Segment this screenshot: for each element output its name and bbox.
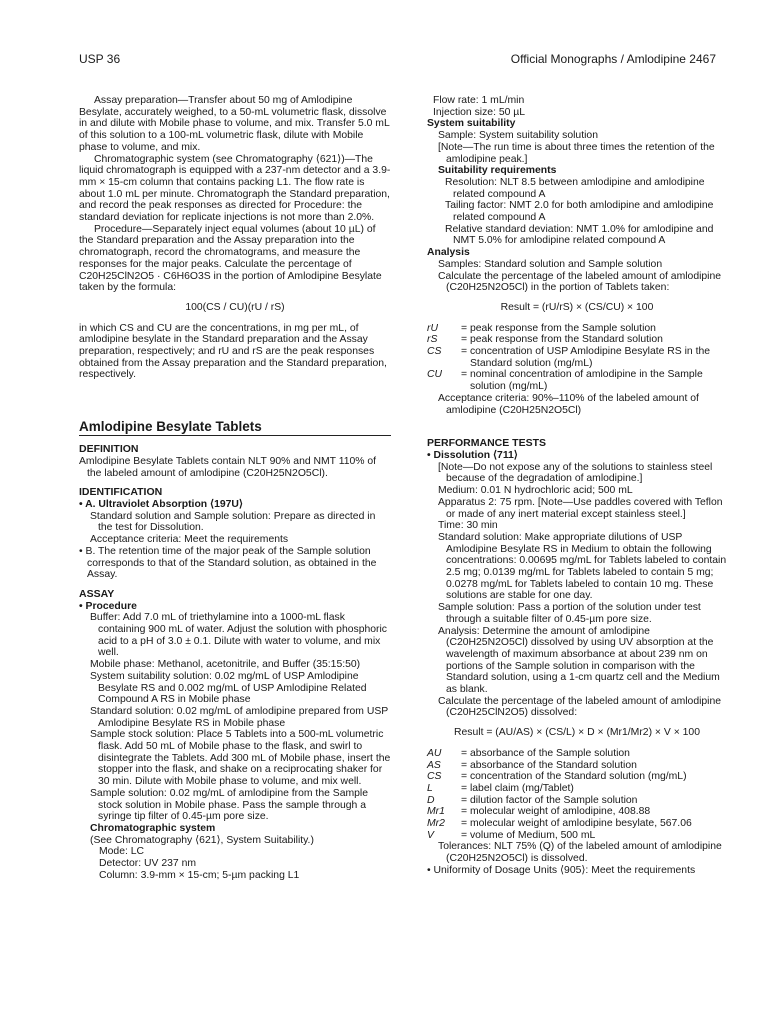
- definition-row: Mr1 = molecular weight of amlodipine, 408.88: [427, 806, 651, 818]
- column-text: Column: 3.9-mm × 15-cm; 5-µm packing L1: [99, 869, 300, 881]
- chromatographic-system: Chromatographic system (see Chromatography ⟨621⟩)—The liquid chromatograph is equipped with a 237-nm detector and a 3.9-mm × 15-cm column that contains packing L1. The flow rate is about 1.0 mL per minute. Chromatograph the Standard preparation, and record the peak responses as directed for Procedure: the standard deviation for replicate injections is not more than 2.0%.: [79, 153, 391, 224]
- buffer-text: Buffer: Add 7.0 mL of triethylamine into a 1000-mL flask containing 900 mL of water. Adjust the solution with phosphoric acid to a pH of 3.0 ± 0.1. Dilute with water to volume, and mix well.: [90, 612, 387, 659]
- system-suitability-solution: System suitability solution: 0.02 mg/mL of USP Amlodipine Besylate RS and 0.002 mg/mL of USP Amlodipine Related Compound A RS in Mobile phase: [90, 670, 367, 706]
- sample-solution: Sample solution: 0.02 mg/mL of amlodipine from the Sample stock solution in Mobile phase. Pass the sample through a syringe tip filter of 0.45-µm pore size.: [90, 787, 368, 823]
- standard-solution: Standard solution: 0.02 mg/mL of amlodipine prepared from USP Amlodipine Besylate RS in Mobile phase: [90, 705, 389, 729]
- definition-row: rU = peak response from the Sample solution: [427, 322, 656, 334]
- id-b-text: • B. The retention time of the major peak of the Sample solution corresponds to that of the Standard solution, as obtained in the Assay.: [79, 545, 377, 581]
- see-chromatography: (See Chromatography ⟨621⟩, System Suitability.): [90, 834, 314, 846]
- definition-heading: DEFINITION: [79, 443, 139, 456]
- identification-heading: IDENTIFICATION: [79, 486, 163, 499]
- in-which-text: in which CS and CU are the concentrations, in mg per mL, of amlodipine besylate in the Standard preparation and the Assay preparation, respectively; and rU and rS are the peak responses obtained from the Assay preparation and the Standard preparation, respectively.: [79, 322, 387, 381]
- mobile-phase-text: Mobile phase: Methanol, acetonitrile, and Buffer (35:15:50): [90, 659, 361, 671]
- running-header-right: Official Monographs / Amlodipine 2467: [510, 52, 716, 66]
- injection-size: Injection size: 50 µL: [433, 106, 526, 118]
- tailing-factor-text: Tailing factor: NMT 2.0 for both amlodipine and amlodipine related compound A: [445, 200, 714, 224]
- tolerances-text: Tolerances: NLT 75% (Q) of the labeled amount of amlodipine (C20H25N2O5Cl) is dissolved.: [438, 841, 722, 865]
- definition-row: AU = absorbance of the Sample solution: [427, 747, 630, 759]
- definition-row: CS = concentration of USP Amlodipine Besylate RS in the Standard solution (mg/mL): [427, 346, 711, 369]
- definition-row: CS = concentration of the Standard solution (mg/mL): [427, 771, 687, 783]
- resolution-text: Resolution: NLT 8.5 between amlodipine and amlodipine related compound A: [445, 176, 705, 200]
- performance-tests-heading: PERFORMANCE TESTS: [427, 437, 547, 450]
- definition-row: L = label claim (mg/Tablet): [427, 782, 574, 794]
- dissolution-sample-solution: Sample solution: Pass a portion of the solution under test through a suitable filter of 0.45-µm pore size.: [438, 602, 701, 625]
- samples-text: Samples: Standard solution and Sample solution: [438, 258, 663, 270]
- uniformity-text: • Uniformity of Dosage Units ⟨905⟩: Meet the requirements: [427, 864, 696, 876]
- dissolution-note: [Note—Do not expose any of the solutions to stainless steel because of the degradation of amlodipine.]: [438, 461, 713, 485]
- run-time-note: [Note—The run time is about three times the retention of the amlodipine peak.]: [438, 141, 715, 165]
- definitions-list-2: [427, 748, 727, 842]
- detector-text: Detector: UV 237 nm: [99, 858, 197, 870]
- rsd-text: Relative standard deviation: NMT 1.0% for amlodipine and NMT 5.0% for amlodipine related compound A: [445, 223, 714, 247]
- definition-row: Mr2 = molecular weight of amlodipine besylate, 567.06: [427, 818, 692, 830]
- result-formula-1: Result = (rU/rS) × (CS/CU) × 100: [500, 301, 654, 313]
- assay-heading: ASSAY: [79, 587, 115, 600]
- definition-text: Amlodipine Besylate Tablets contain NLT 90% and NMT 110% of the labeled amount of amlodipine (C20H25N2O5Cl).: [79, 455, 377, 479]
- id-a-label: • A. Ultraviolet Absorption ⟨197U⟩: [79, 498, 243, 510]
- left-column: [79, 95, 391, 881]
- medium-text: Medium: 0.01 N hydrochloric acid; 500 mL: [438, 485, 633, 497]
- analysis-label: Analysis: [427, 247, 470, 259]
- dissolution-analysis: Analysis: Determine the amount of amlodipine (C20H25N2O5Cl) dissolved by using UV absorption at the wavelength of maximum absorbance at about 239 nm on portions of the Sample solution in comparison with the Standard solution, using a 1-cm quartz cell and the Medium as blank.: [438, 625, 720, 696]
- definition-row: rS = peak response from the Standard solution: [427, 334, 663, 346]
- running-header-left: USP 36: [79, 52, 121, 66]
- formula: 100(CS / CU)(rU / rS): [185, 301, 285, 313]
- dissolution-standard-solution: Standard solution: Make appropriate dilutions of USP Amlodipine Besylate RS in Medium to obtain the following concentrations: 0.00695 mg/mL for Tablets labeled to contain 2.5 mg; 0.0139 mg/mL for Tablets labeled to contain 5 mg; 0.0278 mg/mL for Tablets labeled to contain 10 mg. These solutions are stable for one day.: [438, 531, 727, 602]
- definition-row: V = volume of Medium, 500 mL: [427, 829, 596, 841]
- definitions-list-1: [427, 323, 727, 393]
- definition-row: D = dilution factor of the Sample solution: [427, 794, 638, 806]
- calculate-text-2: Calculate the percentage of the labeled amount of amlodipine (C20H25ClN2O5) dissolved:: [438, 695, 722, 719]
- time-text: Time: 30 min: [438, 520, 498, 532]
- assay-preparation: Assay preparation—Transfer about 50 mg of Amlodipine Besylate, accurately weighed, to a 50-mL volumetric flask, dissolve in and dilute with Mobile phase to volume, and mix. Transfer 5.0 mL of this solution to a 100-mL volumetric flask, dilute with Mobile phase to volume, and mix.: [79, 95, 390, 153]
- procedure-label: • Procedure: [79, 600, 137, 612]
- definition-row: CU = nominal concentration of amlodipine in the Sample solution (mg/mL): [427, 369, 703, 393]
- chromatographic-system-label: Chromatographic system: [90, 822, 216, 834]
- calculate-text-1: Calculate the percentage of the labeled amount of amlodipine (C20H25N2O5Cl) in the portion of Tablets taken:: [438, 270, 722, 294]
- mode-text: Mode: LC: [99, 846, 145, 858]
- procedure-text: Procedure—Separately inject equal volumes (about 10 µL) of the Standard preparation and the Assay preparation into the chromatograph, record the chromatograms, and measure the responses for the major peaks. Calculate the percentage of C20H25ClN2O5 · C6H6O3S in the portion of Amlodipine Besylate taken by the formula:: [79, 223, 382, 294]
- result-formula-2: Result = (AU/AS) × (CS/L) × D × (Mr1/Mr2) × V × 100: [454, 727, 700, 739]
- right-column: [427, 95, 727, 877]
- acceptance-criteria: Acceptance criteria: 90%–110% of the labeled amount of amlodipine (C20H25N2O5Cl): [438, 392, 699, 416]
- flow-rate: Flow rate: 1 mL/min: [433, 95, 525, 106]
- sample-stock-solution: Sample stock solution: Place 5 Tablets into a 500-mL volumetric flask. Add 50 mL of Mobile phase to the flask, and swirl to disintegrate the Tablets. Add 300 mL of Mobile phase, insert the stopper into the flask, and shake on a reciprocating shaker for 30 min. Dilute with Mobile phase to volume, and mix well.: [90, 729, 391, 788]
- system-suitability-sample: Sample: System suitability solution: [438, 130, 598, 142]
- definition-row: AS = absorbance of the Standard solution: [427, 759, 637, 771]
- system-suitability-label: System suitability: [427, 118, 516, 130]
- id-a-acceptance: Acceptance criteria: Meet the requirements: [90, 534, 289, 546]
- dissolution-label: • Dissolution ⟨711⟩: [427, 449, 518, 461]
- id-a-solutions: Standard solution and Sample solution: Prepare as directed in the test for Dissolution.: [90, 510, 376, 534]
- tablets-title: Amlodipine Besylate Tablets: [79, 419, 391, 436]
- apparatus-text: Apparatus 2: 75 rpm. [Note—Use paddles covered with Teflon or made of any inert material except stainless steel.]: [438, 496, 723, 520]
- suitability-requirements-label: Suitability requirements: [438, 165, 557, 177]
